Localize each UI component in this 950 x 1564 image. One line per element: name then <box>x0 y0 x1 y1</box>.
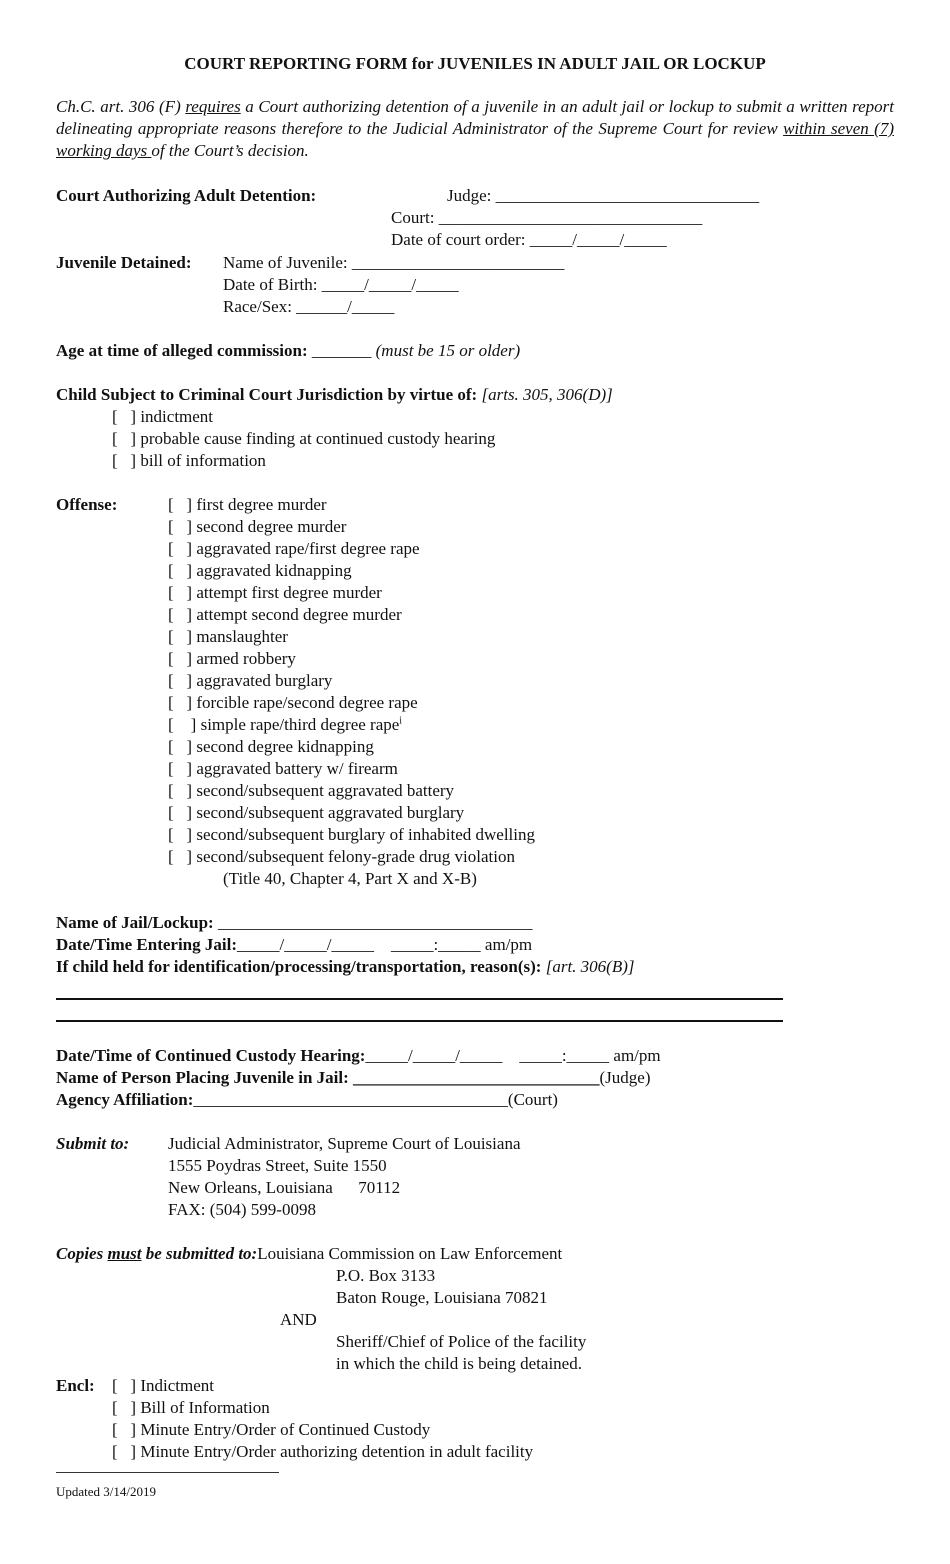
form-title: COURT REPORTING FORM for JUVENILES IN ADULT JAIL OR LOCKUP <box>184 54 766 73</box>
placer-suffix: (Judge) <box>599 1068 651 1087</box>
jail-date-label: Date/Time Entering Jail: <box>56 935 237 954</box>
offense-option[interactable]: [ ] attempt first degree murder <box>168 583 382 602</box>
judge-field[interactable]: Judge: _______________________________ <box>447 186 760 205</box>
juvenile-dob-field[interactable]: Date of Birth: _____/_____/_____ <box>223 275 459 294</box>
footnote-divider <box>56 1472 279 1473</box>
offense-option[interactable]: [ ] forcible rape/second degree rape <box>168 693 418 712</box>
copies-first-recipient: Louisiana Commission on Law Enforcement <box>257 1244 563 1263</box>
offense-option[interactable]: [ ] aggravated battery w/ firearm <box>168 759 398 778</box>
court-order-date-field[interactable]: Date of court order: _____/_____/_____ <box>391 230 667 249</box>
copies-address-line: P.O. Box 3133 <box>336 1266 436 1285</box>
copies-label-c: be submitted to: <box>141 1244 258 1263</box>
court-field[interactable]: Court: _______________________________ <box>391 208 703 227</box>
jurisdiction-ref: [arts. 305, 306(D)] <box>477 385 613 404</box>
placer-line <box>56 1067 651 1089</box>
copies-and: AND <box>280 1310 317 1329</box>
agency-label: Agency Affiliation: <box>56 1090 194 1109</box>
age-label: Age at time of alleged commission: <box>56 341 308 360</box>
offense-option[interactable]: [ ] aggravated burglary <box>168 671 333 690</box>
intro-body: a Court authorizing detention of a juvenile in an adult jail or lockup to submit a written report delineating appropriate reasons therefore to the Judicial Administrator of the Supreme Court for review <box>56 97 894 138</box>
offense-option[interactable]: [ ] second degree kidnapping <box>168 737 374 756</box>
offense-option[interactable]: [ ] first degree murder <box>168 495 327 514</box>
offense-label: Offense: <box>56 495 118 514</box>
reason-field-line-2[interactable] <box>56 1020 783 1022</box>
submit-fax: FAX: (504) 599-0098 <box>168 1200 316 1219</box>
hearing-label: Date/Time of Continued Custody Hearing: <box>56 1046 366 1065</box>
reason-field-line-1[interactable] <box>56 998 783 1000</box>
encl-option-continued-custody[interactable]: [ ] Minute Entry/Order of Continued Custody <box>112 1420 431 1439</box>
offense-option[interactable]: [ ] aggravated kidnapping <box>168 561 352 580</box>
juvenile-label: Juvenile Detained: <box>56 253 192 272</box>
jurisdiction-option-probable-cause[interactable]: [ ] probable cause finding at continued custody hearing <box>112 429 496 448</box>
intro-citation: Ch.C. art. 306 (F) <box>56 97 186 116</box>
age-line <box>56 340 520 362</box>
court-label: Court Authorizing Adult Detention: <box>56 186 317 205</box>
hearing-line <box>56 1045 661 1067</box>
jail-name-line <box>56 912 532 934</box>
offense-option-label: [ ] simple rape/third degree rape <box>168 715 400 734</box>
jurisdiction-label: Child Subject to Criminal Court Jurisdiction by virtue of: <box>56 385 478 404</box>
reason-line <box>56 956 635 978</box>
offense-drug-note: (Title 40, Chapter 4, Part X and X-B) <box>223 869 477 888</box>
agency-field[interactable]: _____________________________________ <box>193 1090 508 1109</box>
jail-name-label: Name of Jail/Lockup: <box>56 913 218 932</box>
offense-option[interactable]: [ ] second/subsequent aggravated battery <box>168 781 455 800</box>
age-note: (must be 15 or older) <box>375 341 521 360</box>
offense-option[interactable]: [ ] armed robbery <box>168 649 296 668</box>
jurisdiction-line <box>56 384 613 406</box>
intro-requires: requires <box>185 97 241 116</box>
submit-address-line: 1555 Poydras Street, Suite 1550 <box>168 1156 387 1175</box>
encl-option-adult-facility[interactable]: [ ] Minute Entry/Order authorizing detention in adult facility <box>112 1442 534 1461</box>
intro-paragraph <box>56 96 894 162</box>
encl-option-indictment[interactable]: [ ] Indictment <box>112 1376 214 1395</box>
placer-field[interactable]: _____________________________ <box>353 1068 600 1087</box>
agency-line <box>56 1089 558 1111</box>
reason-label: If child held for identification/processing/transportation, reason(s): <box>56 957 542 976</box>
jail-date-line <box>56 934 532 956</box>
hearing-field[interactable]: _____/_____/_____ _____:_____ am/pm <box>365 1046 661 1065</box>
age-field[interactable]: _______ <box>307 341 376 360</box>
reason-ref: [art. 306(B)] <box>541 957 635 976</box>
offense-option[interactable]: [ ] second degree murder <box>168 517 347 536</box>
submit-label: Submit to: <box>56 1134 130 1153</box>
jail-date-field[interactable]: _____/_____/_____ _____:_____ am/pm <box>237 935 533 954</box>
intro-end: of the Court’s decision. <box>151 141 309 160</box>
offense-option-simple-rape[interactable] <box>168 714 402 736</box>
offense-option[interactable]: [ ] second/subsequent burglary of inhabited dwelling <box>168 825 535 844</box>
copies-label-must: must <box>107 1244 142 1263</box>
copies-label-a: Copies <box>56 1244 108 1263</box>
juvenile-race-sex-field[interactable]: Race/Sex: ______/_____ <box>223 297 395 316</box>
footnote-mark: i <box>399 715 403 727</box>
intro-deadline: within seven (7) working days <box>56 119 894 160</box>
placer-label: Name of Person Placing Juvenile in Jail: <box>56 1068 354 1087</box>
copies-second-recipient: Sheriff/Chief of Police of the facility <box>336 1332 587 1351</box>
copies-second-recipient: in which the child is being detained. <box>336 1354 582 1373</box>
copies-line <box>56 1243 562 1265</box>
offense-option[interactable]: [ ] manslaughter <box>168 627 288 646</box>
copies-address-line: Baton Rouge, Louisiana 70821 <box>336 1288 548 1307</box>
updated-date: Updated 3/14/2019 <box>56 1484 157 1499</box>
offense-option[interactable]: [ ] attempt second degree murder <box>168 605 402 624</box>
encl-option-bill[interactable]: [ ] Bill of Information <box>112 1398 270 1417</box>
submit-address-line: New Orleans, Louisiana 70112 <box>168 1178 401 1197</box>
jail-name-field[interactable]: _____________________________________ <box>217 913 533 932</box>
submit-address-line: Judicial Administrator, Supreme Court of Louisiana <box>168 1134 521 1153</box>
agency-suffix: (Court) <box>507 1090 558 1109</box>
encl-label: Encl: <box>56 1376 95 1395</box>
jurisdiction-option-indictment[interactable]: [ ] indictment <box>112 407 214 426</box>
offense-option[interactable]: [ ] second/subsequent aggravated burglary <box>168 803 465 822</box>
juvenile-name-field[interactable]: Name of Juvenile: _________________________ <box>223 253 565 272</box>
jurisdiction-option-bill-of-information[interactable]: [ ] bill of information <box>112 451 266 470</box>
offense-option[interactable]: [ ] second/subsequent felony-grade drug violation <box>168 847 515 866</box>
offense-option[interactable]: [ ] aggravated rape/first degree rape <box>168 539 420 558</box>
